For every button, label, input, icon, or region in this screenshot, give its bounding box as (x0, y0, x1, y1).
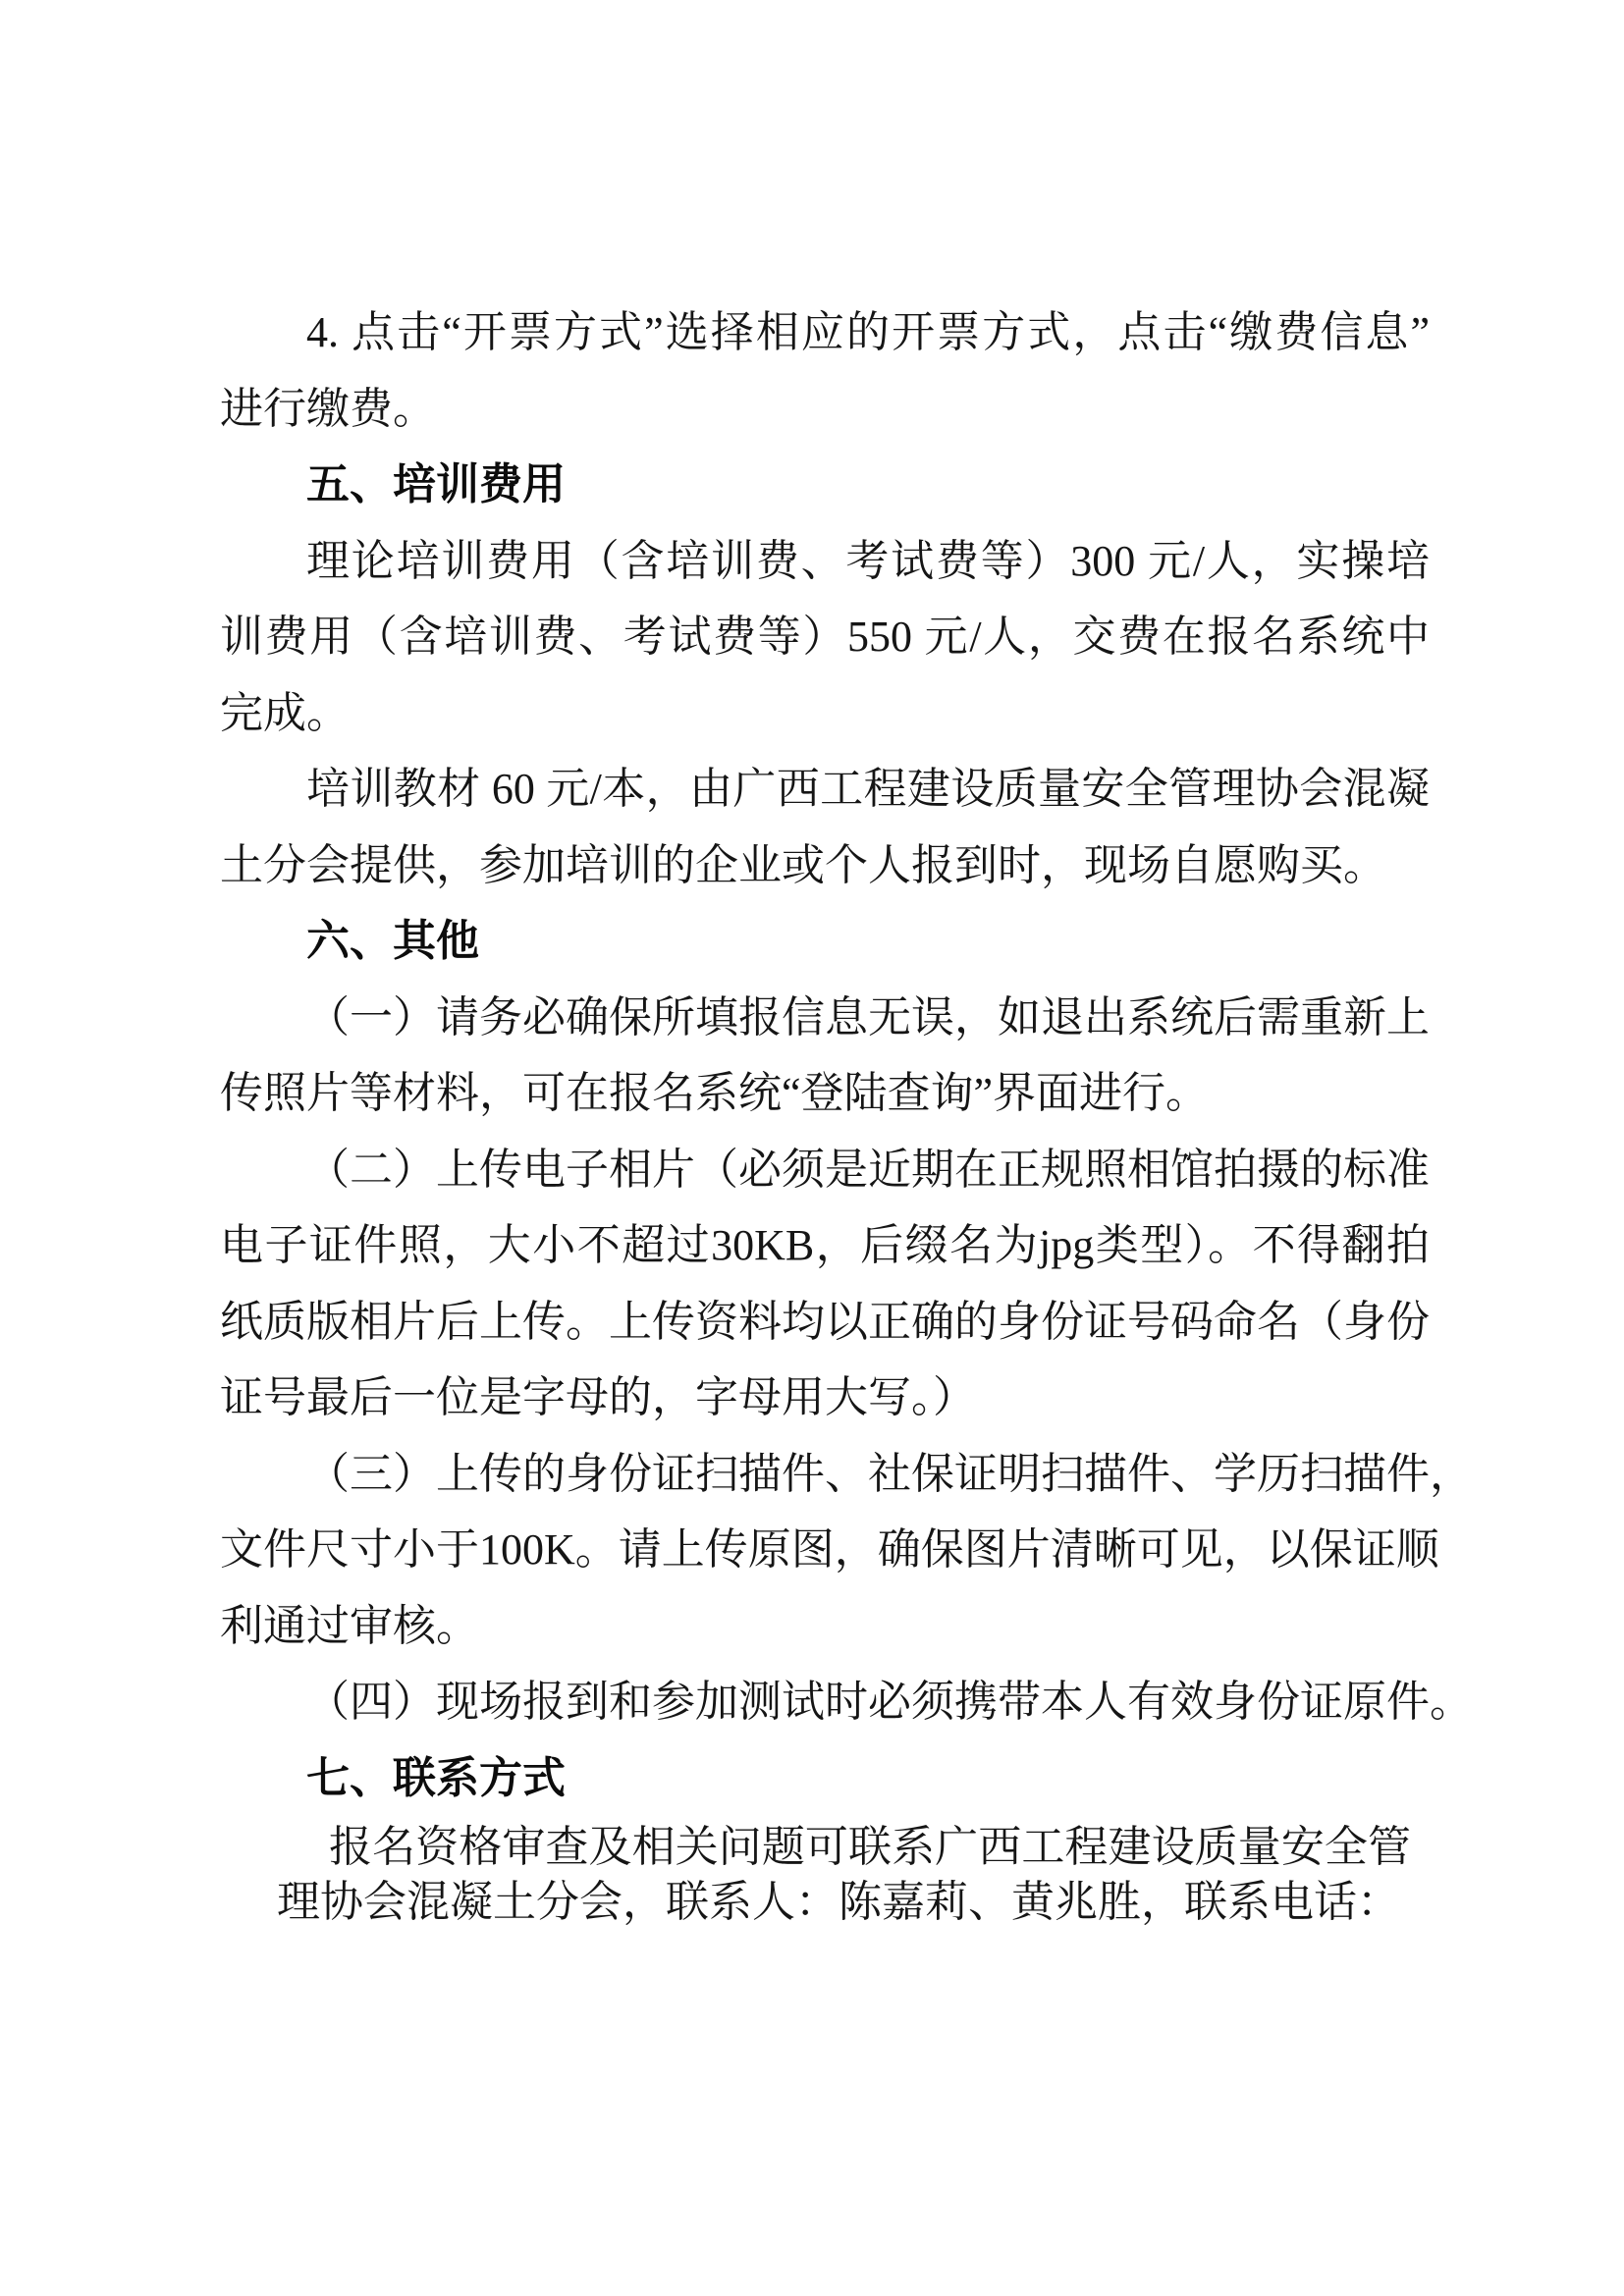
text-line: 纸质版相片后上传。上传资料均以正确的身份证号码命名（身份 (220, 1297, 1430, 1346)
paragraph-item-1 (220, 980, 1430, 1132)
section-heading-others: 六、其他 (306, 917, 479, 965)
document-content (220, 294, 1473, 1930)
paragraph-contact (277, 1820, 1411, 1930)
text-line: 利通过审核。 (220, 1601, 479, 1650)
section-heading-training-fee: 五、培训费用 (306, 460, 566, 508)
text-line: （四）现场报到和参加测试时必须携带本人有效身份证原件。 (306, 1678, 1473, 1726)
text-line: 证号最后一位是字母的，字母用大写。） (220, 1373, 976, 1421)
paragraph-item-4 (220, 1664, 1473, 1740)
text-line: 理协会混凝土分会，联系人：陈嘉莉、黄兆胜，联系电话： (277, 1878, 1400, 1926)
paragraph-fees (220, 523, 1430, 752)
paragraph-item-2 (220, 1132, 1430, 1436)
text-line: 训费用（含培训费、考试费等）550 元/人，交费在报名系统中 (220, 613, 1430, 661)
text-line: 4. 点击“开票方式”选择相应的开票方式，点击“缴费信息” (306, 308, 1430, 356)
text-line: 土分会提供，参加培训的企业或个人报到时，现场自愿购买。 (220, 840, 1386, 889)
text-line: 培训教材 60 元/本，由广西工程建设质量安全管理协会混凝 (306, 765, 1430, 813)
text-line: 完成。 (220, 688, 350, 737)
text-line: （二）上传电子相片（必须是近期在正规照相馆拍摄的标准 (306, 1145, 1430, 1194)
text-line: 进行缴费。 (220, 384, 436, 433)
section-heading-contact: 七、联系方式 (306, 1753, 566, 1802)
text-line: 理论培训费用（含培训费、考试费等）300 元/人，实操培 (306, 536, 1430, 585)
text-line: （三）上传的身份证扫描件、社保证明扫描件、学历扫描件， (306, 1449, 1473, 1498)
text-line: 传照片等材料，可在报名系统“登陆查询”界面进行。 (220, 1069, 1210, 1117)
paragraph-item-3 (220, 1436, 1473, 1665)
text-line: 电子证件照，大小不超过30KB，后缀名为jpg类型）。不得翻拍 (220, 1221, 1430, 1269)
text-line: 文件尺寸小于100K。请上传原图，确保图片清晰可见，以保证顺 (220, 1525, 1439, 1574)
paragraph-step4 (220, 294, 1430, 447)
text-line: 报名资格审查及相关问题可联系广西工程建设质量安全管 (329, 1823, 1411, 1871)
text-line: （一）请务必确保所填报信息无误，如退出系统后需重新上 (306, 992, 1430, 1041)
paragraph-textbook (220, 751, 1430, 903)
